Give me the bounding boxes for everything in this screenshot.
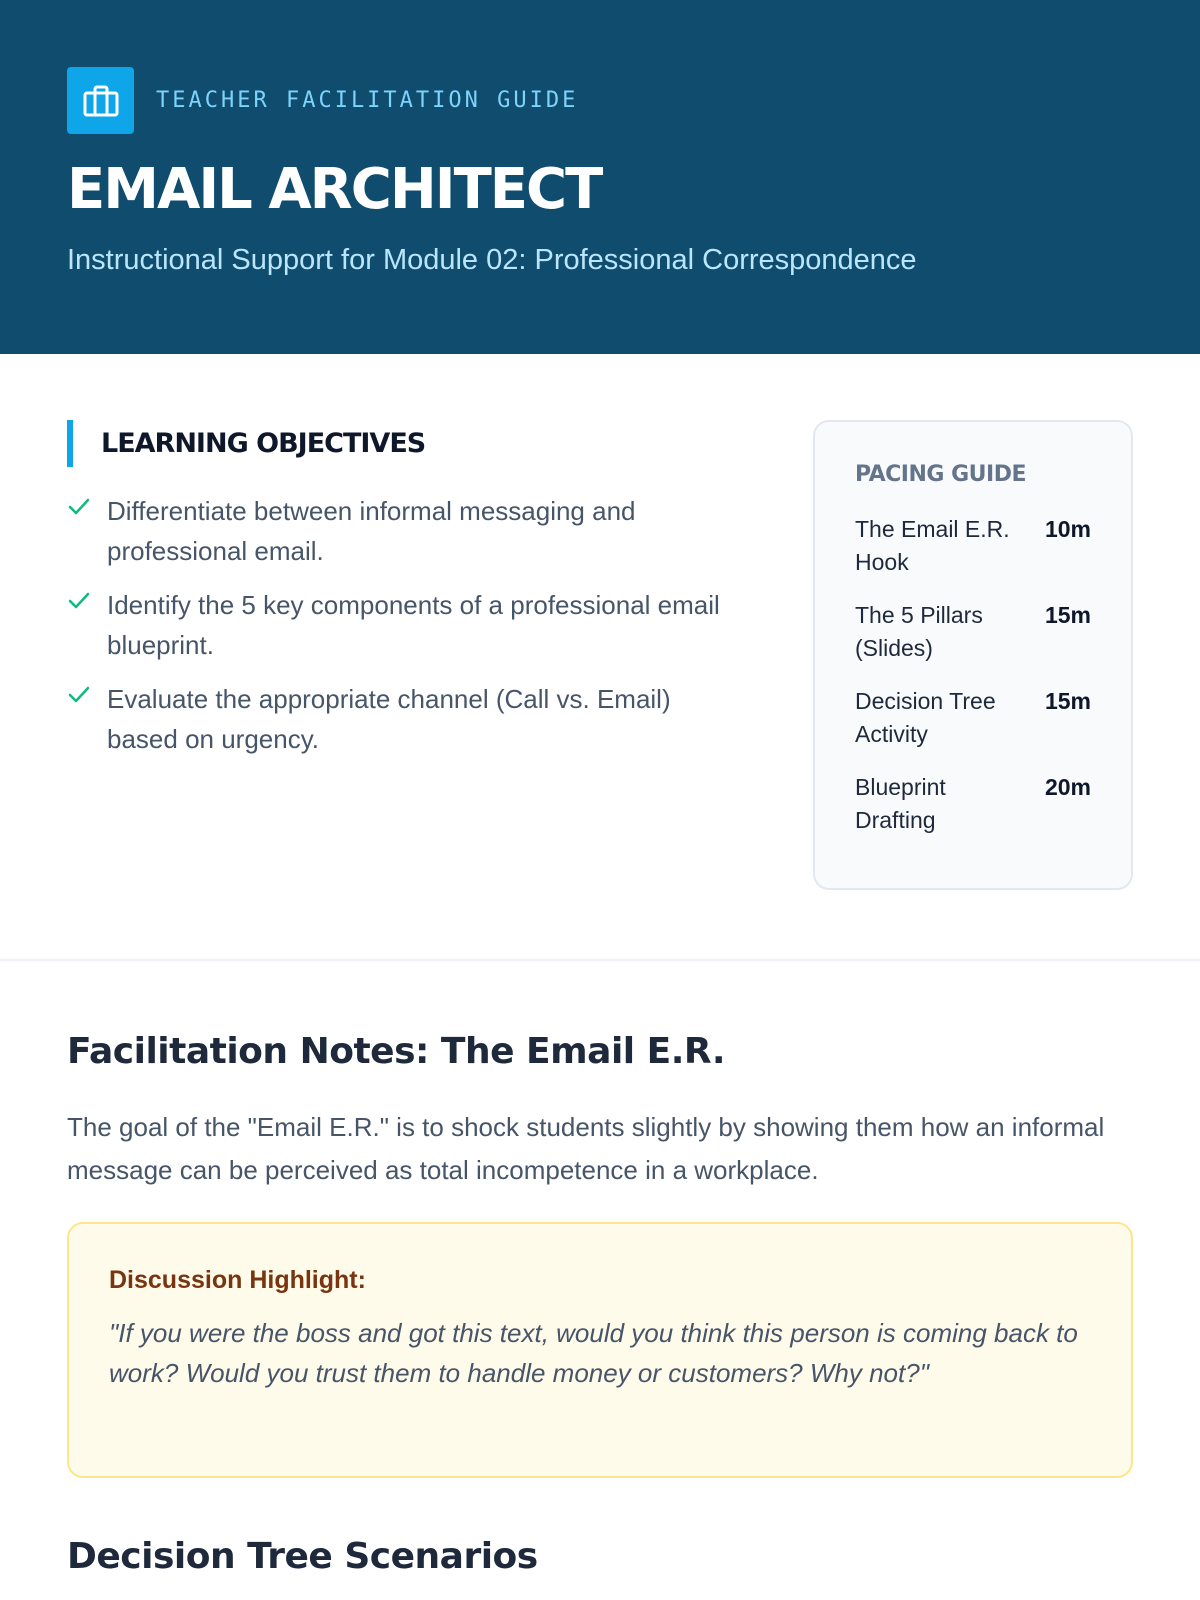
pacing-time: 15m bbox=[1044, 602, 1091, 628]
objective-text: Evaluate the appropriate channel (Call vs. Email) based on urgency. bbox=[107, 684, 671, 754]
page-subtitle: Instructional Support for Module 02: Professional Correspondence bbox=[67, 244, 917, 276]
discussion-callout bbox=[67, 1222, 1133, 1478]
pacing-guide-card bbox=[813, 420, 1133, 890]
objective-text: Differentiate between informal messaging and professional email. bbox=[107, 496, 636, 566]
pacing-row bbox=[855, 599, 1091, 665]
pacing-time: 20m bbox=[1044, 774, 1091, 800]
header-top bbox=[67, 67, 1133, 134]
notes-body: The goal of the "Email E.R." is to shock students slightly by showing them how an informal message can be perceived as total incompetence in a workplace. bbox=[67, 1112, 1105, 1185]
notes-heading: Facilitation Notes: The Email E.R. bbox=[67, 1031, 725, 1072]
pacing-label: Decision Tree Activity bbox=[855, 688, 996, 747]
page-title: EMAIL ARCHITECT bbox=[67, 157, 602, 222]
pacing-label: Blueprint Drafting bbox=[855, 774, 946, 833]
objectives-heading-wrap bbox=[67, 420, 727, 467]
objectives-list bbox=[67, 491, 727, 759]
check-icon bbox=[67, 679, 107, 759]
pacing-time: 10m bbox=[1044, 516, 1091, 542]
pacing-row bbox=[855, 685, 1091, 751]
pacing-label: The Email E.R. Hook bbox=[855, 516, 1010, 575]
pacing-title: PACING GUIDE bbox=[855, 462, 1026, 487]
pacing-row bbox=[855, 513, 1091, 579]
learning-objectives bbox=[67, 420, 727, 959]
objective-item bbox=[67, 491, 727, 571]
objective-item bbox=[67, 585, 727, 665]
check-icon bbox=[67, 491, 107, 571]
decision-tree-heading: Decision Tree Scenarios bbox=[67, 1536, 538, 1577]
objective-text: Identify the 5 key components of a professional email blueprint. bbox=[107, 590, 720, 660]
objective-item bbox=[67, 679, 727, 759]
guide-eyebrow: TEACHER FACILITATION GUIDE bbox=[156, 88, 579, 113]
objectives-section bbox=[0, 354, 1200, 959]
page-header bbox=[0, 0, 1200, 354]
accent-bar bbox=[67, 420, 73, 467]
check-icon bbox=[67, 585, 107, 665]
callout-title: Discussion Highlight: bbox=[109, 1266, 366, 1294]
objectives-heading: LEARNING OBJECTIVES bbox=[101, 428, 426, 459]
pacing-time: 15m bbox=[1044, 688, 1091, 714]
facilitation-notes bbox=[0, 961, 1200, 1577]
callout-quote: "If you were the boss and got this text, would you think this person is coming back to work? Would you trust them to handle money or customers? Why not?" bbox=[109, 1318, 1078, 1388]
briefcase-icon bbox=[67, 67, 134, 134]
pacing-label: The 5 Pillars (Slides) bbox=[855, 602, 983, 661]
pacing-row bbox=[855, 771, 1091, 837]
